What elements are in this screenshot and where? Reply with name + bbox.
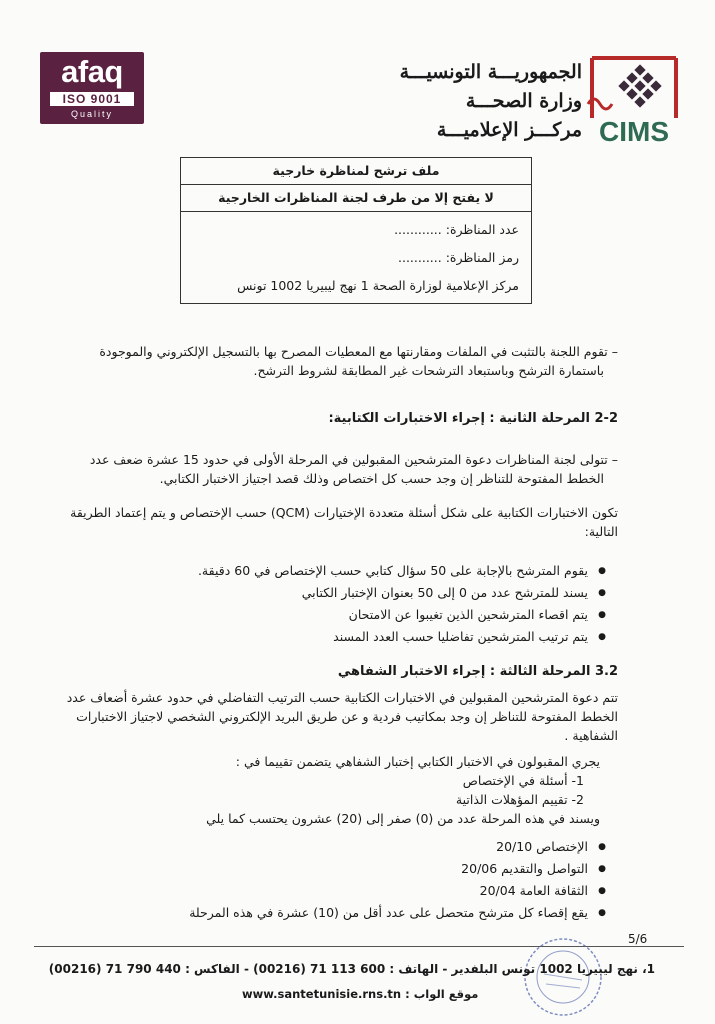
section-2-2-line-2: الخطط المفتوحة للتناظر إن وجد حسب كل اختصاص وذلك قصد اجتياز الاختبار الكتابي. bbox=[159, 471, 604, 486]
ministry-header bbox=[330, 58, 582, 145]
section-3-2-line-3: الشفاهية . bbox=[564, 728, 618, 743]
header-center: مركـــز الإعلاميـــة bbox=[436, 119, 582, 141]
section-2-2-heading: 2-2 المرحلة الثانية : إجراء الاختبارات الكتابية: bbox=[328, 411, 618, 426]
oral-test-bullets bbox=[150, 836, 606, 924]
oral-test-description bbox=[200, 752, 600, 828]
candidate-file-box bbox=[180, 157, 532, 304]
footer-address: 1، نهج ليبيريا 1002 تونس البلفدير - الهاتف : 600 113 71 (00216) - الفاكس : 440 790 71 (00216) bbox=[48, 962, 655, 976]
cims-logo bbox=[584, 48, 684, 148]
list-item: ● يسند للمترشح عدد من 0 إلى 50 بعنوان الإختبار الكتابي bbox=[150, 582, 606, 604]
page-number: 5/6 bbox=[628, 932, 648, 946]
header-republic: الجمهوريـــة التونسيـــة bbox=[399, 61, 582, 83]
list-item: ● يتم اقصاء المترشحين الذين تغيبوا عن الامتحان bbox=[150, 604, 606, 626]
list-item: ● الإختصاص 20/10 bbox=[150, 836, 606, 858]
intro-line-2: باستمارة الترشح وباستبعاد الترشحات غير المطابقة لشروط الترشح. bbox=[253, 363, 604, 378]
list-item: ● يقع إقصاء كل مترشح متحصل على عدد أقل من (10) عشرة في هذه المرحلة bbox=[150, 902, 606, 924]
qcm-line-1: تكون الاختبارات الكتابية على شكل أسئلة متعددة الإختيارات (QCM) حسب الإختصاص و يتم إعتماد الطريقة bbox=[70, 505, 618, 520]
section-3-2-line-1: تتم دعوة المترشحين المقبولين في الاختبارات الكتابية حسب الترتيب التفاضلي في حدود عشرة أضعاف عدد bbox=[66, 690, 618, 705]
cims-logo-text: CIMS bbox=[599, 116, 669, 147]
intro-paragraph bbox=[88, 342, 618, 380]
oral-item-1: 1- أسئلة في الإختصاص bbox=[462, 773, 584, 788]
section-2-2-line-1: – تتولى لجنة المناظرات دعوة المترشحين المقبولين في المرحلة الأولى في حدود 15 عشرة ضعف عدد bbox=[89, 452, 618, 467]
list-item: ● يتم ترتيب المترشحين تفاضليا حسب العدد المسند bbox=[150, 626, 606, 648]
box-notice: لا يفتح إلا من طرف لجنة المناظرات الخارجية bbox=[181, 185, 531, 212]
qcm-paragraph bbox=[60, 503, 618, 541]
quality-label: Quality bbox=[70, 109, 113, 119]
section-3-2-paragraph bbox=[60, 688, 618, 745]
box-address: مركز الإعلامية لوزارة الصحة 1 نهج ليبيريا 1002 تونس bbox=[237, 278, 519, 293]
iso-label: ISO 9001 bbox=[50, 92, 134, 106]
section-3-2-line-2: الخطط المفتوحة للتناظر إن وجد بمكاتيب فردية و عن طريق البريد الإلكتروني الشخصي لاجتياز الاختبارات bbox=[76, 709, 618, 724]
afaq-iso-logo bbox=[40, 52, 144, 124]
section-3-2-heading: 3.2 المرحلة الثالثة : إجراء الاختبار الشفاهي bbox=[337, 664, 618, 679]
intro-line-1: – تقوم اللجنة بالتثبت في الملفات ومقارنتها مع المعطيات المصرح بها بالتسجيل الإلكتروني والموجودة bbox=[99, 344, 618, 359]
afaq-brand-text: afaq bbox=[61, 54, 123, 89]
competition-code: رمز المناظرة: ........... bbox=[398, 250, 519, 265]
footer-website: www.santetunisie.rns.tn : موقع الواب bbox=[242, 987, 479, 1001]
box-title: ملف ترشح لمناظرة خارجية bbox=[181, 158, 531, 185]
list-item: ● يقوم المترشح بالإجابة على 50 سؤال كتابي حسب الإختصاص في 60 دقيقة. bbox=[150, 560, 606, 582]
oral-line-5: ويسند في هذه المرحلة عدد من (0) صفر إلى (20) عشرون يحتسب كما يلي bbox=[206, 811, 600, 826]
official-stamp bbox=[522, 936, 604, 1018]
oral-item-2: 2- تقييم المؤهلات الذاتية bbox=[455, 792, 584, 807]
section-2-2-intro bbox=[60, 450, 618, 488]
qcm-line-2: التالية: bbox=[584, 524, 618, 539]
list-item: ● الثقافة العامة 20/04 bbox=[150, 880, 606, 902]
written-test-bullets bbox=[150, 560, 606, 648]
list-item: ● التواصل والتقديم 20/06 bbox=[150, 858, 606, 880]
oral-line-4: يجري المقبولون في الاختبار الكتابي إختبار الشفاهي يتضمن تقييما في : bbox=[235, 754, 600, 769]
competition-number: عدد المناظرة: ............ bbox=[394, 222, 519, 237]
header-ministry: وزارة الصحـــة bbox=[465, 90, 582, 112]
